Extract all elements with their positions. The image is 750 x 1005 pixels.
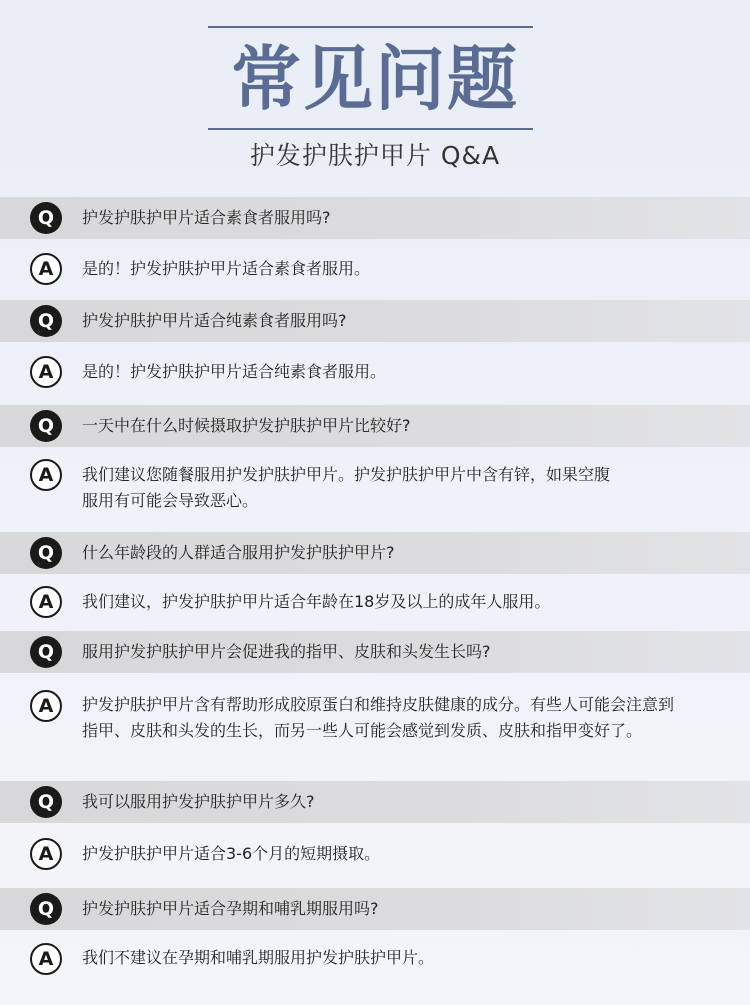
a-badge-icon: A (30, 459, 62, 491)
answer-row (0, 447, 750, 531)
question-row (0, 631, 750, 673)
page-subtitle: 护发护肤护甲片 Q&A (249, 141, 501, 170)
answer-text: 护发护肤护甲片含有帮助形成胶原蛋白和维持皮肤健康的成分。有些人可能会注意到指甲、皮肤和头发的生长，而另一些人可能会感觉到发质、皮肤和指甲变好了。 (82, 695, 675, 740)
answer-text: 是的！护发护肤护甲片适合素食者服用。 (82, 259, 371, 278)
answer-row (0, 239, 750, 299)
question-text: 服用护发护肤护甲片会促进我的指甲、皮肤和头发生长吗? (82, 642, 491, 661)
a-badge-icon: A (30, 356, 62, 388)
question-row (0, 781, 750, 823)
header-divider-bottom (208, 128, 533, 130)
question-row (0, 888, 750, 930)
header (0, 0, 750, 195)
q-badge-icon: Q (30, 202, 62, 234)
answer-row (0, 342, 750, 404)
answer-row (0, 574, 750, 630)
page-title: 常见问题 (231, 38, 519, 120)
a-badge-icon: A (30, 690, 62, 722)
question-row (0, 300, 750, 342)
answer-text: 我们建议您随餐服用护发护肤护甲片。护发护肤护甲片中含有锌，如果空腹服用有可能会导致恶心。 (82, 465, 611, 510)
question-row (0, 197, 750, 239)
answer-text: 是的！护发护肤护甲片适合纯素食者服用。 (82, 362, 387, 381)
answer-text: 护发护肤护甲片适合3-6个月的短期摄取。 (82, 844, 381, 863)
a-badge-icon: A (30, 253, 62, 285)
q-badge-icon: Q (30, 636, 62, 668)
answer-row (0, 823, 750, 887)
question-text: 一天中在什么时候摄取护发护肤护甲片比较好? (82, 416, 411, 435)
a-badge-icon: A (30, 943, 62, 975)
q-badge-icon: Q (30, 305, 62, 337)
question-text: 护发护肤护甲片适合素食者服用吗? (82, 208, 331, 227)
answer-row (0, 673, 750, 780)
answer-row (0, 930, 750, 990)
question-text: 我可以服用护发护肤护甲片多久? (82, 792, 315, 811)
q-badge-icon: Q (30, 410, 62, 442)
answer-text: 我们不建议在孕期和哺乳期服用护发护肤护甲片。 (82, 948, 435, 967)
header-divider-top (208, 26, 533, 28)
answer-text: 我们建议，护发护肤护甲片适合年龄在18岁及以上的成年人服用。 (82, 592, 551, 611)
question-text: 护发护肤护甲片适合纯素食者服用吗? (82, 311, 347, 330)
question-row (0, 532, 750, 574)
question-row (0, 405, 750, 447)
a-badge-icon: A (30, 586, 62, 618)
q-badge-icon: Q (30, 537, 62, 569)
a-badge-icon: A (30, 838, 62, 870)
question-text: 什么年龄段的人群适合服用护发护肤护甲片? (82, 543, 395, 562)
q-badge-icon: Q (30, 893, 62, 925)
question-text: 护发护肤护甲片适合孕期和哺乳期服用吗? (82, 899, 379, 918)
q-badge-icon: Q (30, 786, 62, 818)
